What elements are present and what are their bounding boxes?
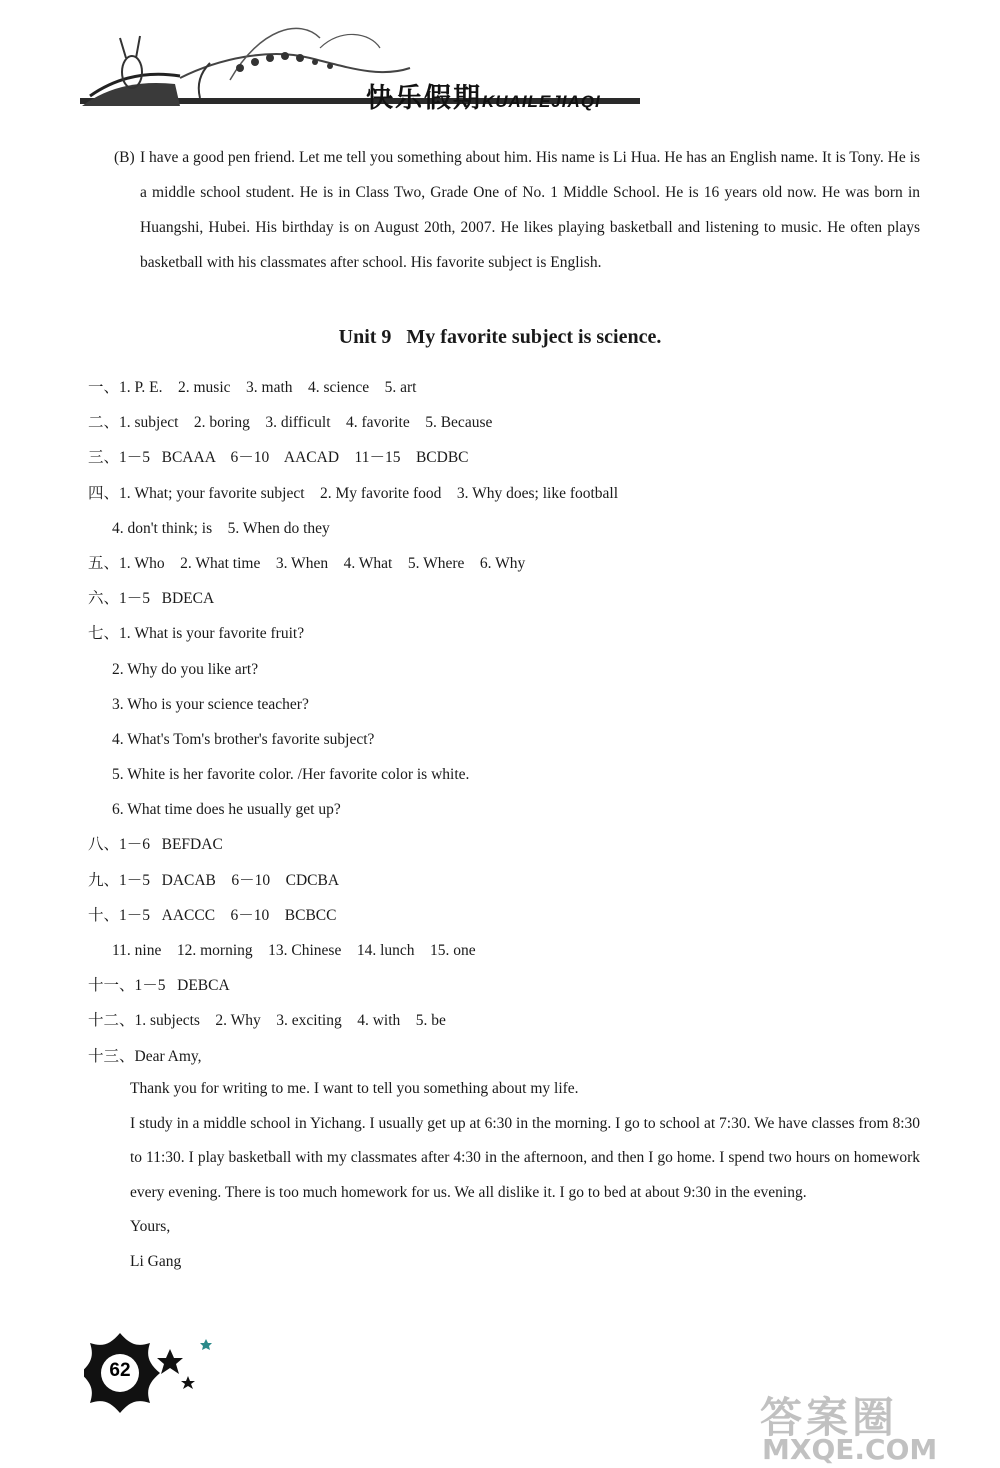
letter-line: Yours, bbox=[130, 1218, 171, 1235]
letter-line: Li Gang bbox=[130, 1252, 182, 1270]
header-title-cn: 快乐假期 bbox=[366, 83, 482, 113]
header-title-en: KUAILEJIAQI bbox=[482, 92, 601, 111]
passage-text: I have a good pen friend. Let me tell you something about him. His name is Li Hua. He has an English name. It is Tony. He is a middle school student. He is in Class Two, Grade One of No. 1 Middle School. He is 16 years old now. He was born in Huangshi, Hubei. His birthday is on August 20th, 2007. He likes playing basketball and listening to music. He often plays basketball with his classmates after school. His favorite subject is English. bbox=[140, 149, 920, 271]
answer-line: 一、1. P. E. 2. music 3. math 4. science 5. art bbox=[88, 379, 417, 396]
answer-line: 4. don't think; is 5. When do they bbox=[112, 519, 330, 537]
answer-line: 八、1－6 BEFDAC bbox=[88, 836, 223, 854]
watermark-cn: 答案圈 bbox=[760, 1393, 899, 1442]
answer-line: 3. Who is your science teacher? bbox=[112, 695, 309, 713]
answer-line: 六、1－5 BDECA bbox=[88, 590, 215, 608]
answer-line: 2. Why do you like art? bbox=[112, 660, 259, 678]
watermark-en: MXQE.COM bbox=[762, 1433, 938, 1466]
answer-line: 二、1. subject 2. boring 3. difficult 4. favorite 5. Because bbox=[88, 414, 493, 432]
answer-line: 5. White is her favorite color. /Her favorite color is white. bbox=[112, 766, 470, 784]
answer-line: 11. nine 12. morning 13. Chinese 14. lunch 15. one bbox=[112, 942, 476, 959]
header-title bbox=[366, 76, 601, 115]
reading-passage bbox=[114, 140, 920, 280]
page-number: 62 bbox=[109, 1360, 131, 1381]
answer-line: 十、1－5 AACCC 6－10 BCBCC bbox=[88, 906, 337, 924]
answer-line: 十一、1－5 DEBCA bbox=[88, 977, 230, 995]
answer-line: 十三、Dear Amy, bbox=[88, 1047, 202, 1065]
answer-list bbox=[88, 370, 928, 1074]
answer-line: 七、1. What is your favorite fruit? bbox=[88, 625, 305, 643]
passage-label: (B) bbox=[114, 149, 135, 166]
answer-line: 九、1－5 DACAB 6－10 CDCBA bbox=[88, 871, 340, 889]
watermark-logo bbox=[760, 1385, 1000, 1468]
unit-title: Unit 9 My favorite subject is science. bbox=[338, 326, 662, 348]
answer-line: 十二、1. subjects 2. Why 3. exciting 4. with 5. be bbox=[88, 1012, 446, 1030]
answer-line: 五、1. Who 2. What time 3. When 4. What 5. Where 6. Why bbox=[88, 554, 526, 572]
letter-line: Thank you for writing to me. I want to tell you something about my life. bbox=[130, 1080, 579, 1097]
letter-line: I study in a middle school in Yichang. I usually get up at 6:30 in the morning. I go to school at 7:30. We have classes from 8:30 to 11:30. I play basketball with my classmates after 4:30 in the afternoon, and then I go home. I spend two hours on homework every evening. There is too much homework for us. We all dislike it. I go to bed at about 9:30 in the evening. bbox=[130, 1114, 920, 1201]
page-footer bbox=[84, 1325, 234, 1430]
answer-line: 四、1. What; your favorite subject 2. My favorite food 3. Why does; like football bbox=[88, 484, 619, 502]
sample-letter bbox=[130, 1072, 920, 1279]
answer-line: 三、1－5 BCAAA 6－10 AACAD 11－15 BCDBC bbox=[88, 449, 469, 467]
answer-line: 6. What time does he usually get up? bbox=[112, 801, 341, 819]
answer-line: 4. What's Tom's brother's favorite subject? bbox=[112, 730, 375, 748]
page-header bbox=[80, 18, 640, 113]
